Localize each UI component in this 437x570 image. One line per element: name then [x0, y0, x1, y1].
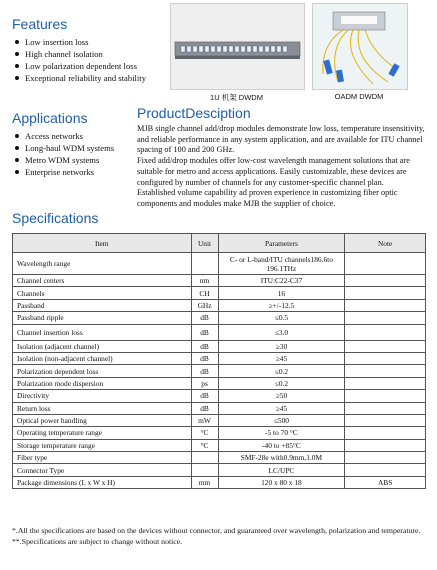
column-header-item: Item: [13, 234, 192, 253]
cell-parameters: ≤0.2: [218, 377, 345, 389]
bullet-icon: [15, 134, 19, 138]
table-row: [13, 352, 426, 364]
cell-parameters: SMF-28e with0.9mm,1.0M: [218, 452, 345, 464]
cell-item: Wavelength range: [13, 253, 192, 275]
bullet-icon: [15, 158, 19, 162]
cell-item: Package dimensions (L x W x H): [13, 476, 192, 488]
footnote: **.Specifications are subject to change without notice.: [12, 537, 183, 546]
cell-note: [345, 365, 426, 377]
cell-unit: ps: [191, 377, 218, 389]
cell-item: Polarization mode dispersion: [13, 377, 192, 389]
bullet-icon: [15, 170, 19, 174]
cell-note: [345, 275, 426, 287]
cell-parameters: 120 x 80 x 18: [218, 476, 345, 488]
cell-unit: GHz: [191, 299, 218, 311]
cell-item: Directivity: [13, 390, 192, 402]
cell-unit: °C: [191, 427, 218, 439]
cell-parameters: ITU:C22-C37: [218, 275, 345, 287]
cell-unit: nm: [191, 275, 218, 287]
cell-parameters: ≤3.0: [218, 324, 345, 340]
list-item: Low polarization dependent loss: [12, 60, 146, 72]
cell-parameters: 16: [218, 287, 345, 299]
cell-unit: dB: [191, 390, 218, 402]
cell-note: [345, 324, 426, 340]
cell-unit: dB: [191, 312, 218, 324]
table-row: [13, 299, 426, 311]
cell-note: ABS: [345, 476, 426, 488]
bullet-icon: [15, 146, 19, 150]
features-heading: Features: [12, 16, 68, 32]
cell-item: Operating temperature range: [13, 427, 192, 439]
cell-unit: mW: [191, 414, 218, 426]
table-row: [13, 439, 426, 451]
footnote: *.All the specifications are based on the devices without connector, and guaranteed over wavelength, polarization and temperature.: [12, 526, 421, 535]
cell-item: Polarization dependent loss: [13, 365, 192, 377]
cell-item: Channel insertion loss: [13, 324, 192, 340]
cell-unit: dB: [191, 365, 218, 377]
cell-item: Optical power handling: [13, 414, 192, 426]
table-row: [13, 287, 426, 299]
cell-parameters: ≤0.5: [218, 312, 345, 324]
cell-item: Return loss: [13, 402, 192, 414]
footnotes: [12, 525, 426, 547]
cell-unit: dB: [191, 402, 218, 414]
cell-note: [345, 390, 426, 402]
list-item: Enterprise networks: [12, 166, 114, 178]
description-paragraph: Fixed add/drop modules offer low-cost wavelength management solutions that are suitable for metro and access applications. Easily customizable, these devices are configured by number of channels for any customer-specific channel plan.: [137, 156, 410, 187]
cell-unit: dB: [191, 324, 218, 340]
oadm-module-photo: [312, 3, 408, 90]
cell-note: [345, 340, 426, 352]
features-list: [12, 36, 146, 84]
description-paragraph: MJB single channel add/drop modules demonstrate low loss, temperature insensitivity, and reliable performance in any system application, and are available for ITU channel spacing of 100 and 200 GHz.: [137, 124, 425, 155]
cell-item: Isolation (non-adjacent channel): [13, 352, 192, 364]
cell-unit: mm: [191, 476, 218, 488]
list-item: Access networks: [12, 130, 114, 142]
photo-caption-oadm: OADM DWDM: [334, 92, 384, 101]
table-row: [13, 464, 426, 476]
cell-parameters: ≥45: [218, 352, 345, 364]
product-description-heading: ProductDesciption: [137, 105, 251, 121]
cell-note: [345, 299, 426, 311]
cell-note: [345, 377, 426, 389]
specifications-heading: Specifications: [12, 210, 99, 226]
applications-heading: Applications: [12, 110, 88, 126]
cell-item: Fiber type: [13, 452, 192, 464]
column-header-note: Note: [345, 234, 426, 253]
cell-parameters: ≤500: [218, 414, 345, 426]
specifications-table: [12, 233, 426, 489]
cell-unit: dB: [191, 340, 218, 352]
cell-parameters: ≥+/-12.5: [218, 299, 345, 311]
cell-item: Connector Type: [13, 464, 192, 476]
cell-parameters: ≥50: [218, 390, 345, 402]
table-row: [13, 340, 426, 352]
cell-unit: °C: [191, 439, 218, 451]
table-row: [13, 365, 426, 377]
table-header-row: [13, 234, 426, 253]
table-row: [13, 402, 426, 414]
table-row: [13, 253, 426, 275]
list-item: Low insertion loss: [12, 36, 146, 48]
cell-item: Channel centers: [13, 275, 192, 287]
bullet-icon: [15, 76, 19, 80]
table-row: [13, 390, 426, 402]
table-row: [13, 452, 426, 464]
bullet-icon: [15, 40, 19, 44]
cell-unit: CH: [191, 287, 218, 299]
cell-item: Storage temperature range: [13, 439, 192, 451]
cell-note: [345, 253, 426, 275]
rack-mount-dwdm-photo: [170, 3, 305, 90]
cell-parameters: C- or L-band/ITU channels186.6to 196.1THz: [218, 253, 345, 275]
cell-note: [345, 439, 426, 451]
cell-note: [345, 352, 426, 364]
cell-note: [345, 464, 426, 476]
table-row: [13, 377, 426, 389]
cell-unit: [191, 253, 218, 275]
table-row: [13, 427, 426, 439]
cell-item: Channels: [13, 287, 192, 299]
cell-parameters: -5 to 70 °C: [218, 427, 345, 439]
list-item: Exceptional reliability and stability: [12, 72, 146, 84]
table-row: [13, 476, 426, 488]
cell-note: [345, 402, 426, 414]
bullet-icon: [15, 64, 19, 68]
cell-note: [345, 312, 426, 324]
cell-unit: dB: [191, 352, 218, 364]
list-item: High channel isolation: [12, 48, 146, 60]
cell-parameters: ≥30: [218, 340, 345, 352]
cell-unit: [191, 452, 218, 464]
cell-parameters: ≥45: [218, 402, 345, 414]
column-header-parameters: Parameters: [218, 234, 345, 253]
cell-note: [345, 452, 426, 464]
cell-parameters: -40 to +85°C: [218, 439, 345, 451]
product-description-body: [137, 124, 427, 210]
table-row: [13, 312, 426, 324]
description-paragraph: Established volume capability ad proven experience in customizing fiber optic components and modules make MJB the supplier of choice.: [137, 188, 398, 208]
cell-parameters: ≤0.2: [218, 365, 345, 377]
cell-unit: [191, 464, 218, 476]
cell-item: Passband: [13, 299, 192, 311]
cell-parameters: LC/UPC: [218, 464, 345, 476]
cell-note: [345, 427, 426, 439]
bullet-icon: [15, 52, 19, 56]
table-row: [13, 275, 426, 287]
table-row: [13, 324, 426, 340]
cell-item: Isolation (adjacent channel): [13, 340, 192, 352]
cell-note: [345, 287, 426, 299]
cell-note: [345, 414, 426, 426]
column-header-unit: Unit: [191, 234, 218, 253]
list-item: Metro WDM systems: [12, 154, 114, 166]
applications-list: [12, 130, 114, 178]
cell-item: Passband ripple: [13, 312, 192, 324]
list-item: Long-haul WDM systems: [12, 142, 114, 154]
table-row: [13, 414, 426, 426]
photo-caption-rack: 1U 机架 DWDM: [210, 93, 263, 102]
